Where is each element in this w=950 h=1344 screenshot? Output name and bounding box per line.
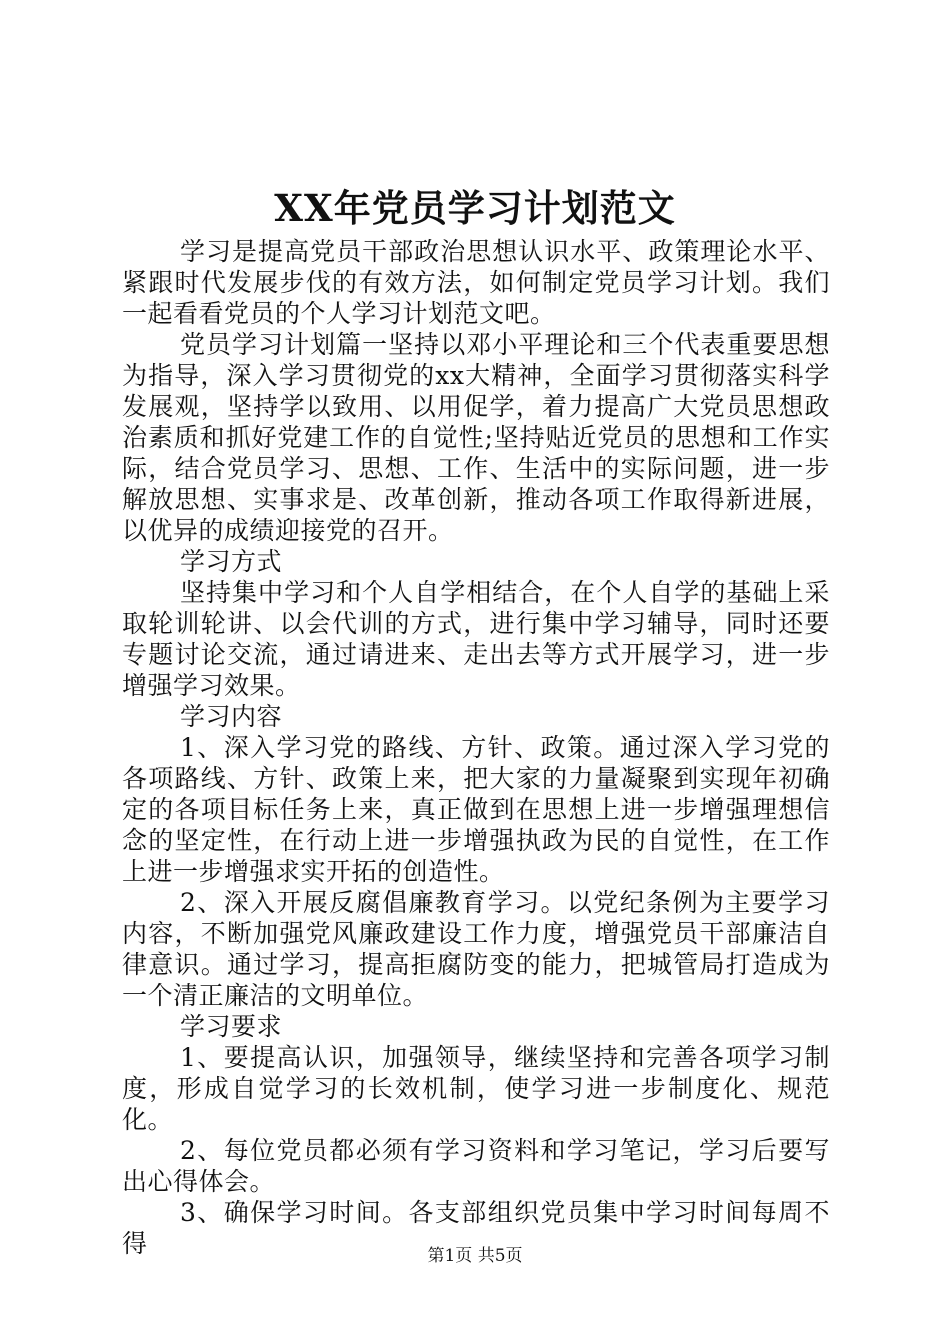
paragraph-content-item-1: 1、深入学习党的路线、方针、政策。通过深入学习党的各项路线、方针、政策上来，把大家的力量凝聚到实现年初确定的各项目标任务上来，真正做到在思想上进一步增强理想信念的坚定性，在行动上进一步增强执政为民的自觉性，在工作上进一步增强求实开拓的创造性。 [122,733,830,886]
document-title: XX年党员学习计划范文 [274,186,676,230]
paragraph-study-method: 坚持集中学习和个人自学相结合，在个人自学的基础上采取轮训轮讲、以会代训的方式，进行集中学习辅导，同时还要专题讨论交流，通过请进来、走出去等方式开展学习，进一步增强学习效果。 [122,578,830,700]
paragraph-plan-one: 党员学习计划篇一坚持以邓小平理论和三个代表重要思想为指导，深入学习贯彻党的xx大精神，全面学习贯彻落实科学发展观，坚持学以致用、以用促学，着力提高广大党员思想政治素质和抓好党建工作的自觉性;坚持贴近党员的思想和工作实际，结合党员学习、思想、工作、生活中的实际问题，进一步解放思想、实事求是、改革创新，推动各项工作取得新进展，以优异的成绩迎接党的召开。 [122,330,830,545]
paragraph-requirement-3: 3、确保学习时间。各支部组织党员集中学习时间每周不得 [122,1198,830,1258]
paragraph-intro: 学习是提高党员干部政治思想认识水平、政策理论水平、紧跟时代发展步伐的有效方法，如何制定党员学习计划。我们一起看看党员的个人学习计划范文吧。 [122,237,830,328]
paragraph-requirement-2: 2、每位党员都必须有学习资料和学习笔记，学习后要写出心得体会。 [122,1136,830,1196]
heading-study-requirements: 学习要求 [180,1012,283,1041]
page-footer: 第1页 共5页 [427,1246,523,1266]
paragraph-content-item-2: 2、深入开展反腐倡廉教育学习。以党纪条例为主要学习内容，不断加强党风廉政建设工作力度，增强党员干部廉洁自律意识。通过学习，提高拒腐防变的能力，把城管局打造成为一个清正廉洁的文明单位。 [122,888,830,1010]
heading-study-method: 学习方式 [180,547,283,576]
heading-study-content: 学习内容 [180,702,283,731]
paragraph-requirement-1: 1、要提高认识，加强领导，继续坚持和完善各项学习制度，形成自觉学习的长效机制，使学习进一步制度化、规范化。 [122,1043,830,1134]
document-body [122,236,830,1259]
